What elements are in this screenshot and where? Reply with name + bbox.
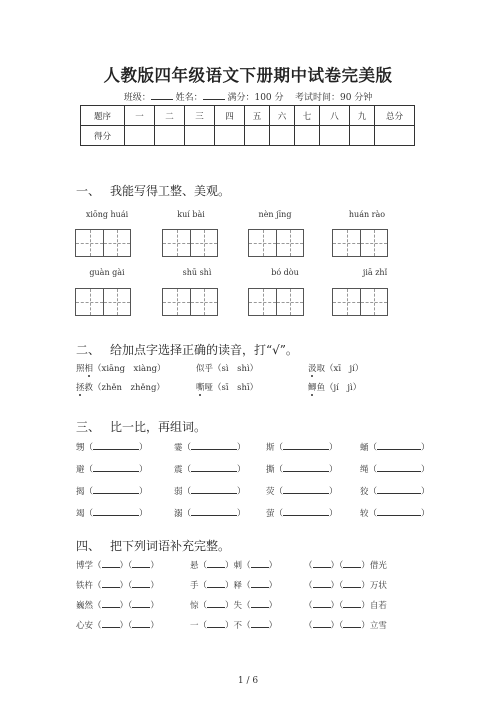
answer-blank[interactable] bbox=[343, 559, 361, 568]
answer-blank[interactable] bbox=[132, 579, 150, 588]
answer-blank[interactable] bbox=[207, 599, 225, 608]
reading-choice[interactable]: 嘶哑（sī shī） bbox=[196, 383, 259, 393]
answer-blank[interactable] bbox=[102, 599, 120, 608]
answer-blank[interactable] bbox=[207, 619, 225, 628]
idiom-item: 手（ ）释（ ） bbox=[190, 581, 278, 591]
word-item: 撕（ ） bbox=[266, 465, 338, 475]
reading-choice[interactable]: 照相（xiāng xiàng） bbox=[76, 364, 166, 374]
word-item: 绳（ ） bbox=[360, 465, 430, 475]
answer-blank[interactable] bbox=[377, 463, 421, 472]
word-item: 揭（ ） bbox=[76, 487, 148, 497]
answer-blank[interactable] bbox=[313, 619, 331, 628]
pinyin: bó dòu bbox=[271, 268, 299, 277]
writing-grid[interactable] bbox=[332, 229, 388, 257]
pinyin: nèn jīng bbox=[258, 210, 292, 219]
answer-blank[interactable] bbox=[102, 559, 120, 568]
answer-blank[interactable] bbox=[343, 599, 361, 608]
pinyin: shū shì bbox=[182, 268, 212, 277]
idiom-item: 惊（ ）失（ ） bbox=[190, 601, 278, 611]
name-blank[interactable] bbox=[203, 91, 225, 100]
answer-blank[interactable] bbox=[191, 507, 237, 516]
idiom-item: 巍然（ ）（ ） bbox=[76, 601, 159, 611]
answer-blank[interactable] bbox=[313, 559, 331, 568]
answer-blank[interactable] bbox=[283, 441, 329, 450]
answer-blank[interactable] bbox=[191, 463, 237, 472]
writing-grid[interactable] bbox=[162, 229, 218, 257]
pinyin: huán rào bbox=[348, 210, 386, 219]
word-item: 斯（ ） bbox=[266, 443, 338, 453]
answer-blank[interactable] bbox=[93, 507, 139, 516]
pinyin: xiōng huái bbox=[85, 210, 129, 219]
word-item: 震（ ） bbox=[174, 465, 246, 475]
answer-blank[interactable] bbox=[207, 559, 225, 568]
word-item: 霎（ ） bbox=[174, 443, 246, 453]
word-item: 蛹（ ） bbox=[360, 443, 430, 453]
idiom-item: 一（ ）不（ ） bbox=[190, 621, 278, 631]
answer-blank[interactable] bbox=[283, 485, 329, 494]
answer-blank[interactable] bbox=[251, 579, 269, 588]
class-blank[interactable] bbox=[151, 91, 173, 100]
score-table bbox=[80, 105, 415, 146]
writing-grid[interactable] bbox=[248, 229, 304, 257]
answer-blank[interactable] bbox=[251, 559, 269, 568]
score-value-row: 得分 bbox=[81, 126, 415, 146]
answer-blank[interactable] bbox=[251, 599, 269, 608]
answer-blank[interactable] bbox=[313, 579, 331, 588]
pinyin: guàn gài bbox=[89, 268, 125, 277]
reading-choice[interactable]: 拯救（zhěn zhěng） bbox=[76, 383, 165, 393]
idiom-item: （ ）（ ）借光 bbox=[304, 561, 387, 571]
word-item: 竭（ ） bbox=[76, 509, 148, 519]
section-2-heading: 二、 给加点字选择正确的读音，打“√”。 bbox=[76, 343, 298, 357]
answer-blank[interactable] bbox=[207, 579, 225, 588]
word-item: 荧（ ） bbox=[266, 487, 338, 497]
idiom-item: （ ）（ ）万状 bbox=[304, 581, 387, 591]
answer-blank[interactable] bbox=[93, 441, 139, 450]
writing-grid[interactable] bbox=[332, 288, 388, 316]
section-1-heading: 一、 我能写得工整、美观。 bbox=[76, 184, 231, 198]
answer-blank[interactable] bbox=[132, 619, 150, 628]
idiom-item: （ ）（ ）立雪 bbox=[304, 621, 387, 631]
reading-choice[interactable]: 似乎（sì shì） bbox=[196, 364, 259, 374]
word-item: 甥（ ） bbox=[76, 443, 148, 453]
page-number: 1 / 6 bbox=[237, 676, 259, 686]
answer-blank[interactable] bbox=[377, 441, 421, 450]
writing-grid[interactable] bbox=[248, 288, 304, 316]
word-item: 溺（ ） bbox=[174, 509, 246, 519]
idiom-item: （ ）（ ）自若 bbox=[304, 601, 387, 611]
answer-blank[interactable] bbox=[191, 485, 237, 494]
idiom-item: 悬（ ）刺（ ） bbox=[190, 561, 278, 571]
answer-blank[interactable] bbox=[313, 599, 331, 608]
reading-choice[interactable]: 汲取（xī jí） bbox=[308, 364, 364, 374]
answer-blank[interactable] bbox=[343, 619, 361, 628]
writing-grid[interactable] bbox=[75, 229, 131, 257]
answer-blank[interactable] bbox=[102, 579, 120, 588]
pinyin: jiā zhǐ bbox=[362, 268, 388, 277]
section-3-heading: 三、 比一比，再组词。 bbox=[76, 420, 207, 434]
writing-grid[interactable] bbox=[162, 288, 218, 316]
answer-blank[interactable] bbox=[93, 463, 139, 472]
word-item: 萤（ ） bbox=[266, 509, 338, 519]
word-item: 避（ ） bbox=[76, 465, 148, 475]
writing-grid[interactable] bbox=[75, 288, 131, 316]
answer-blank[interactable] bbox=[191, 441, 237, 450]
answer-blank[interactable] bbox=[132, 599, 150, 608]
idiom-item: 博学（ ）（ ） bbox=[76, 561, 159, 571]
answer-blank[interactable] bbox=[283, 463, 329, 472]
answer-blank[interactable] bbox=[377, 485, 421, 494]
answer-blank[interactable] bbox=[93, 485, 139, 494]
reading-choice[interactable]: 鲫鱼（jí jì） bbox=[308, 383, 362, 393]
pinyin: kuí bài bbox=[177, 210, 205, 219]
exam-info: 班级： 姓名： 满分：100 分 考试时间：90 分钟 bbox=[123, 93, 373, 103]
word-item: 较（ ） bbox=[360, 509, 430, 519]
answer-blank[interactable] bbox=[132, 559, 150, 568]
word-item: 狡（ ） bbox=[360, 487, 430, 497]
page-title: 人教版四年级语文下册期中试卷完美版 bbox=[103, 66, 393, 85]
idiom-item: 铁杵（ ）（ ） bbox=[76, 581, 159, 591]
score-header-row: 题序 一 二 三 四 五 六 七 八 九 总分 bbox=[81, 106, 415, 126]
idiom-item: 心安（ ）（ ） bbox=[76, 621, 159, 631]
answer-blank[interactable] bbox=[283, 507, 329, 516]
word-item: 弱（ ） bbox=[174, 487, 246, 497]
section-4-heading: 四、 把下列词语补充完整。 bbox=[76, 539, 231, 553]
answer-blank[interactable] bbox=[377, 507, 421, 516]
answer-blank[interactable] bbox=[251, 619, 269, 628]
answer-blank[interactable] bbox=[102, 619, 120, 628]
answer-blank[interactable] bbox=[343, 579, 361, 588]
